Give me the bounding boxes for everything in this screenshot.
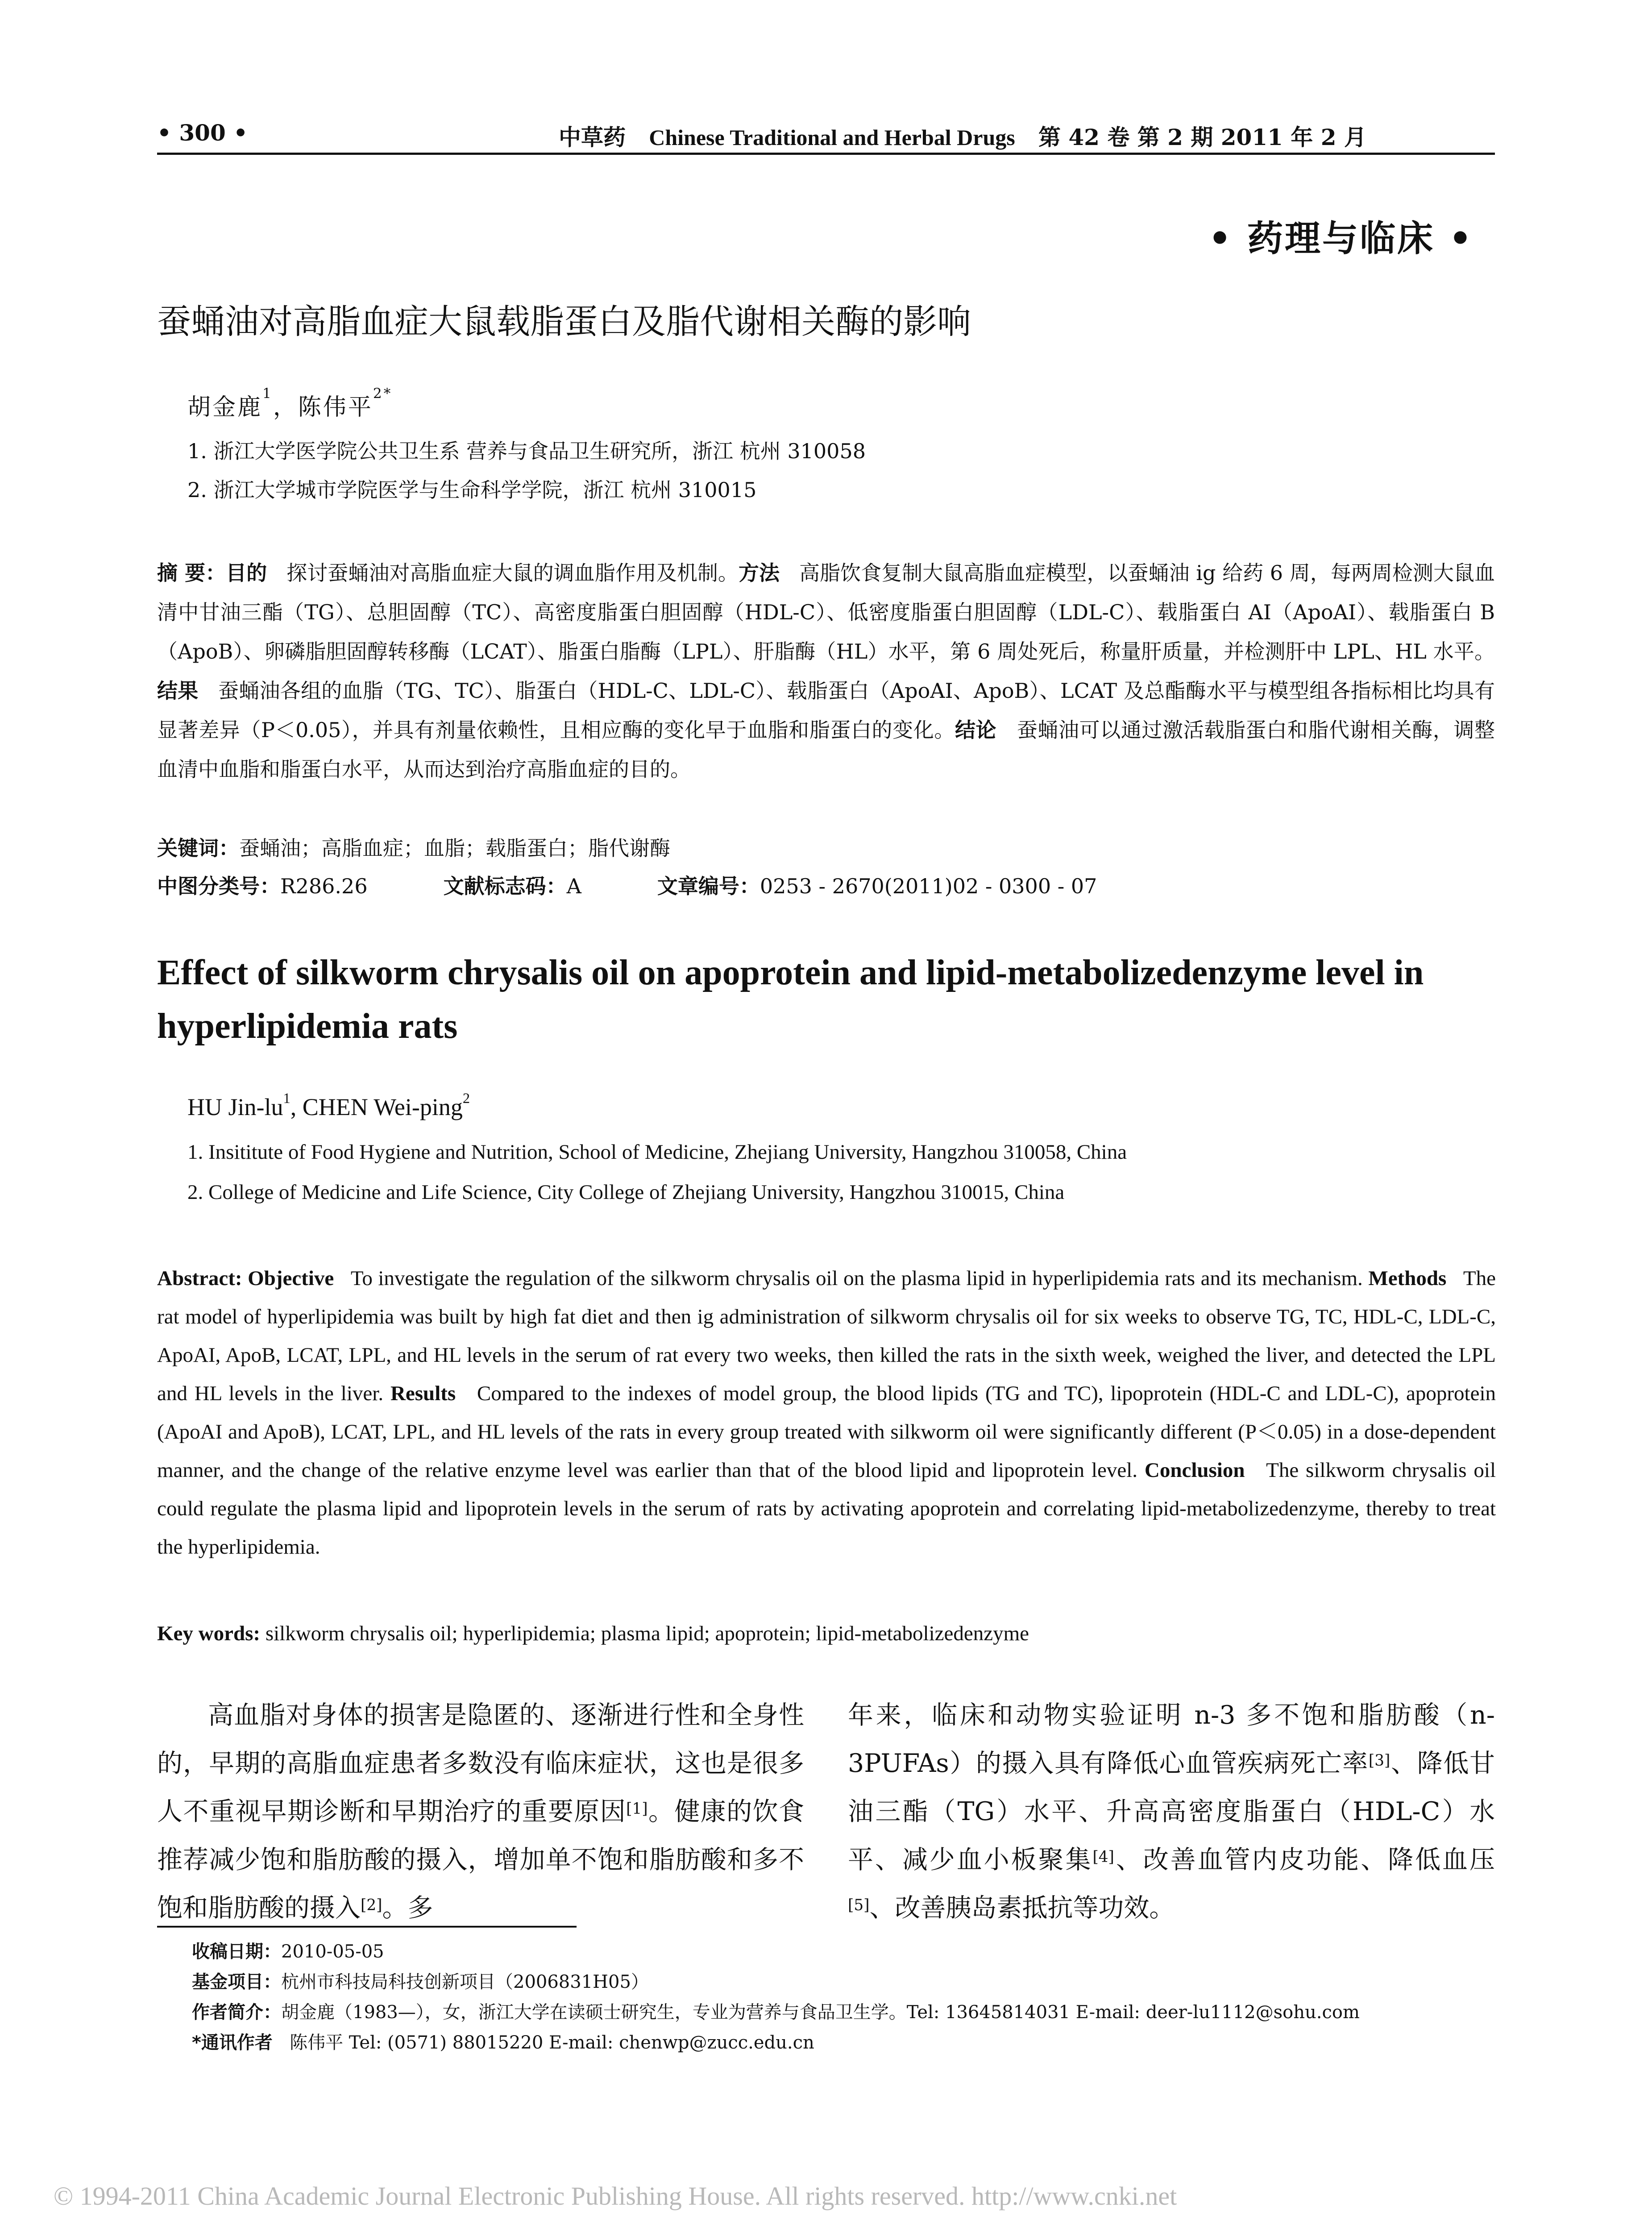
body-col1-text-3: 。多 [382,1893,433,1923]
body-col2-text-4: 、改善胰岛素抵抗等功效。 [869,1893,1175,1923]
corresponding-text: 陈伟平 Tel: (0571) 88015220 E-mail: chenwp@zucc.edu.cn [290,2032,814,2053]
author-en-separator: , [290,1094,303,1120]
body-col1-text-2: 。健康的饮食推荐减少饱和脂肪酸的摄入，增加单不饱和脂肪酸和多不饱和脂肪酸的摄入 [157,1797,804,1923]
title-cn: 蚕蛹油对高脂血症大鼠载脂蛋白及脂代谢相关酶的影响 [157,302,971,341]
citation-2: [2] [361,1896,382,1914]
methods-en: The rat model of hyperlipidemia was built by high fat diet and then ig administration of silkworm chrysalis oil for six weeks to observe TG, TC, HDL-C, LDL-C, ApoAI, ApoB, LCAT, LPL, and HL levels in the serum of rat every two weeks, then killed the rats in the sixth week, weighed the liver, and detected the LPL and HL levels in the liver. [157,1267,1496,1405]
article-no-value: 0253 - 2670(2011)02 - 0300 - 07 [760,874,1097,898]
conclusion-cn: 蚕蛹油可以通过激活载脂蛋白和脂代谢相关酶，调整血清中血脂和脂蛋白水平，从而达到治疗高脂血症的目的。 [157,718,1495,781]
methods-cn-label: 方法 [738,561,780,585]
footnote-fund [192,1967,1499,1997]
page-number: • 300 • [157,120,248,146]
abstract-cn [157,553,1495,789]
results-en-label: Results [390,1382,456,1405]
authors-cn [187,388,392,422]
clc-label: 中图分类号： [157,874,280,898]
abstract-en [157,1259,1496,1566]
author-1-cn: 胡金鹿 [187,394,263,421]
keywords-en [157,1614,1496,1653]
keywords-cn [157,833,1495,864]
classification-line [157,870,1496,900]
doc-code-label: 文献标志码： [443,874,567,898]
author-bio-text: 胡金鹿（1983—），女，浙江大学在读硕士研究生，专业为营养与食品卫生学。Tel: 13645814031 E-mail: deer-lu1112@sohu.com [281,2002,1360,2023]
abstract-en-label: Abstract: [157,1267,242,1290]
citation-1: [1] [626,1800,648,1818]
header-rule [157,153,1495,155]
results-cn: 蚕蛹油各组的血脂（TG、TC）、脂蛋白（HDL-C、LDL-C）、载脂蛋白（ApoAI、ApoB）、LCAT 及总酯酶水平与模型组各指标相比均具有显著差异（P＜0.05），并具有剂量依赖性，且相应酶的变化早于血脂和脂蛋白的变化。 [157,679,1495,742]
journal-issue: 第 42 卷 第 2 期 2011 年 2 月 [1038,124,1366,150]
results-cn-label: 结果 [157,679,199,703]
conclusion-en: The silkworm chrysalis oil could regulate the plasma lipid and lipoprotein levels in the serum of rats by activating apoprotein and correlating lipid-metabolizedenzyme, thereby to treat the hyperlipidemia. [157,1459,1496,1559]
received-label: 收稿日期： [192,1941,281,1962]
body-col1-text-1: 高血脂对身体的损害是隐匿的、逐渐进行性和全身性的，早期的高脂血症患者多数没有临床症状，这也是很多人不重视早期诊断和早期治疗的重要原因 [157,1700,804,1826]
body-column-2 [848,1691,1495,1932]
footnote-author [192,1997,1499,2028]
affiliation-cn-2: 2. 浙江大学城市学院医学与生命科学学院，浙江 杭州 310015 [187,478,757,502]
methods-en-label: Methods [1368,1267,1447,1290]
citation-3: [3] [1368,1752,1391,1770]
affiliation-en-2: 2. College of Medicine and Life Science, City College of Zhejiang University, Hangzhou 310015, China [187,1181,1065,1204]
authors-en [187,1093,470,1121]
body-col2-text-3: 、改善血管内皮功能、降低血压 [1114,1845,1495,1874]
keywords-en-label: Key words: [157,1622,261,1645]
affiliation-en-1: 1. Insititute of Food Hygiene and Nutrition, School of Medicine, Zhejiang University, Hangzhou 310058, China [187,1140,1127,1164]
footnote-received [192,1937,1499,1967]
footnote-rule [157,1926,577,1928]
fund-label: 基金项目： [192,1972,281,1992]
author-2-en-sup: 2 [462,1091,470,1107]
citation-4: [4] [1092,1848,1114,1866]
article-no-label: 文章编号： [657,874,760,898]
author-bio-label: 作者简介： [192,2002,281,2023]
footnotes [192,1937,1499,2058]
corresponding-label: *通讯作者 [192,2032,273,2053]
objective-en-label: Objective [248,1267,334,1290]
clc-value: R286.26 [280,874,368,898]
keywords-cn-text: 蚕蛹油；高脂血症；血脂；载脂蛋白；脂代谢酶 [239,836,670,860]
doc-code-value: A [566,874,581,898]
citation-5: [5] [848,1896,870,1914]
results-en: Compared to the indexes of model group, the blood lipids (TG and TC), lipoprotein (HDL-C and LDL-C), apoprotein (ApoAI and ApoB), LCAT, LPL, and HL levels of the rats in every group treated with silkworm oil were significantly different (P＜0.05) in a dose-dependent manner, and the change of the relative enzyme level was earlier than that of the blood lipid and lipoprotein level. [157,1382,1496,1482]
author-separator: ， [273,394,298,421]
body-col2-text-2: 、降低甘油三酯（TG）水平、升高高密度脂蛋白（HDL-C）水平、减少血小板聚集 [848,1749,1495,1874]
affiliation-cn-1: 1. 浙江大学医学院公共卫生系 营养与食品卫生研究所，浙江 杭州 310058 [187,439,866,463]
journal-line [559,120,1366,152]
body-col2-text-1: 年来，临床和动物实验证明 n-3 多不饱和脂肪酸（n-3PUFAs）的摄入具有降低心血管疾病死亡率 [848,1700,1495,1778]
author-2-en: CHEN Wei-ping [302,1094,463,1120]
keywords-en-text: silkworm chrysalis oil; hyperlipidemia; plasma lipid; apoprotein; lipid-metabolizedenzyme [265,1622,1029,1645]
methods-cn: 高脂饮食复制大鼠高脂血症模型，以蚕蛹油 ig 给药 6 周，每两周检测大鼠血清中甘油三酯（TG）、总胆固醇（TC）、高密度脂蛋白胆固醇（HDL-C）、低密度脂蛋白胆固醇（LDL-C）、载脂蛋白 AI（ApoAI）、载脂蛋白 B（ApoB）、卵磷脂胆固醇转移酶（LCAT）、脂蛋白脂酶（LPL）、肝脂酶（HL）水平，第 6 周处死后，称量肝质量，并检测肝中 LPL、HL 水平。 [157,561,1495,663]
section-label: • 药理与临床 • [1208,218,1474,259]
fund-text: 杭州市科技局科技创新项目（2006831H05） [281,1972,649,1992]
author-2-cn: 陈伟平 [298,394,373,421]
footnote-corresponding [192,2028,1499,2058]
author-2-sup: 2* [373,386,393,402]
objective-cn-label: 目的 [226,561,267,585]
received-date: 2010-05-05 [281,1941,384,1962]
objective-en: To investigate the regulation of the silkworm chrysalis oil on the plasma lipid in hyperlipidemia rats and its mechanism. [350,1267,1363,1290]
conclusion-en-label: Conclusion [1144,1459,1245,1482]
author-1-en-sup: 1 [283,1091,291,1107]
copyright-watermark: © 1994-2011 China Academic Journal Electronic Publishing House. All rights reserved. http://www.cnki.net [54,2181,1177,2210]
journal-name-cn: 中草药 [559,124,626,150]
keywords-cn-label: 关键词： [157,836,239,860]
author-1-en: HU Jin-lu [187,1094,283,1120]
abstract-cn-label: 摘 要： [157,561,226,585]
conclusion-cn-label: 结论 [955,718,997,742]
objective-cn: 探讨蚕蛹油对高脂血症大鼠的调血脂作用及机制。 [286,561,739,585]
title-en: Effect of silkworm chrysalis oil on apoprotein and lipid-metabolizedenzyme level in hyperlipidemia rats [157,953,1424,1046]
journal-name-en: Chinese Traditional and Herbal Drugs [649,125,1015,150]
body-column-1 [157,1691,804,1932]
author-1-sup: 1 [262,386,273,402]
running-header [157,120,1500,151]
